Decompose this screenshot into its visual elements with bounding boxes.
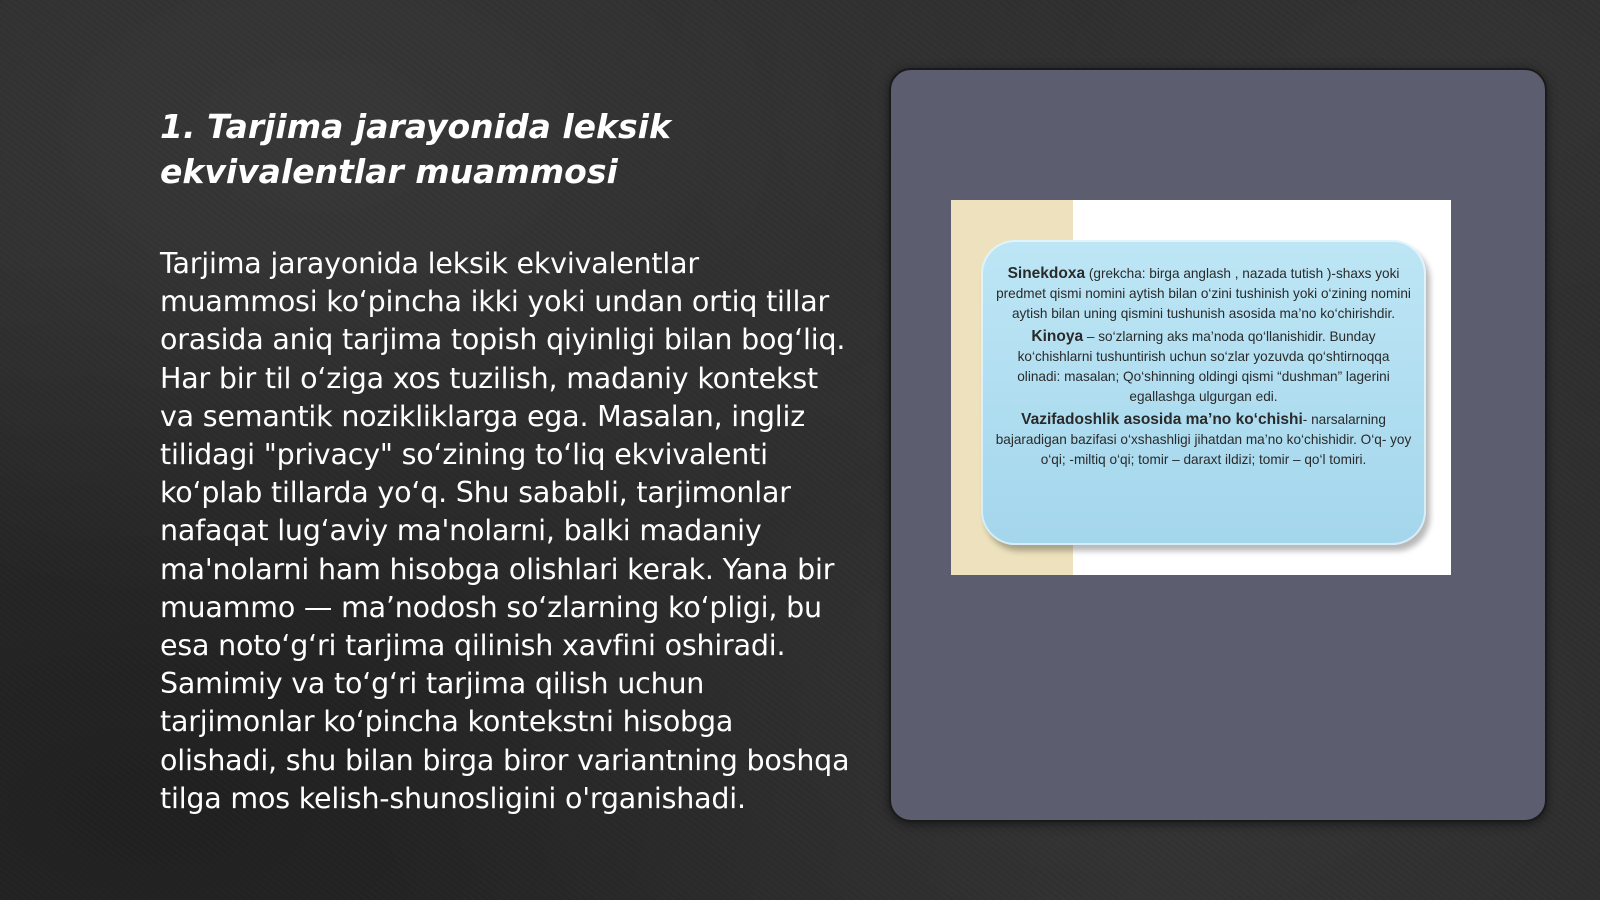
slide-title: 1. Tarjima jarayonida leksik ekvivalentlar muammosi — [160, 107, 671, 191]
definition-item-vazifadoshlik — [995, 410, 1412, 470]
definition-callout — [981, 240, 1426, 545]
definition-text: – so‘zlarning aks ma’noda qo‘llanishidir. Bunday ko‘chishlarni tushuntirish uchun so‘zlar yozuvda qo‘shtirnoqqa olinadi: masalan; Qo‘shinning oldingi qismi “dushman” lagerini egallashga ulgurgan edi. — [1017, 329, 1390, 404]
definition-term: Sinekdoxa — [1007, 265, 1086, 282]
definition-term: Vazifadoshlik asosida ma’no ko‘chishi — [1021, 411, 1303, 428]
definition-item-kinoya — [995, 327, 1412, 407]
figure-image — [951, 200, 1451, 575]
slide-body-text: Tarjima jarayonida leksik ekvivalentlar muammosi ko‘pincha ikki yoki undan ortiq tillar orasida aniq tarjima topish qiyinligi bilan bog‘liq. Har bir til o‘ziga xos tuzilish, madaniy kontekst va semantik nozikliklarga ega. Masalan, ingliz tilidagi "privacy" so‘zining to‘liq ekvivalenti ko‘plab tillarda yo‘q. Shu sababli, tarjimonlar nafaqat lug‘aviy ma'nolarni, balki madaniy ma'nolarni ham hisobga olishlari kerak. Yana bir muammo — ma’nodosh so‘zlarning ko‘pligi, bu esa noto‘g‘ri tarjima qilinish xavfini oshiradi. Samimiy va to‘g‘ri tarjima qilish uchun tarjimonlar ko‘pincha kontekstni hisobga olishadi, shu bilan birga biror variantning boshqa tilga mos kelish-shunosligini o'rganishadi. — [160, 247, 850, 815]
definition-text: - narsalarning bajaradigan bazifasi o‘xshashligi jihatdan ma’no ko‘chishidir. O‘q- yoy o‘qi; -miltiq o‘qi; tomir – daraxt ildizi; tomir – qo‘l tomiri. — [995, 412, 1412, 467]
definition-term: Kinoya — [1031, 328, 1084, 345]
definition-item-sinekdoxa — [995, 264, 1412, 324]
definition-text: (grekcha: birga anglash , nazada tutish )-shaxs yoki predmet qismi nomini aytish bilan o‘zini tushinish yoki o‘zining nomini aytish bilan uning qismini tushunish asosida ma’no ko‘chirishdir. — [996, 266, 1411, 321]
image-frame — [889, 68, 1547, 822]
